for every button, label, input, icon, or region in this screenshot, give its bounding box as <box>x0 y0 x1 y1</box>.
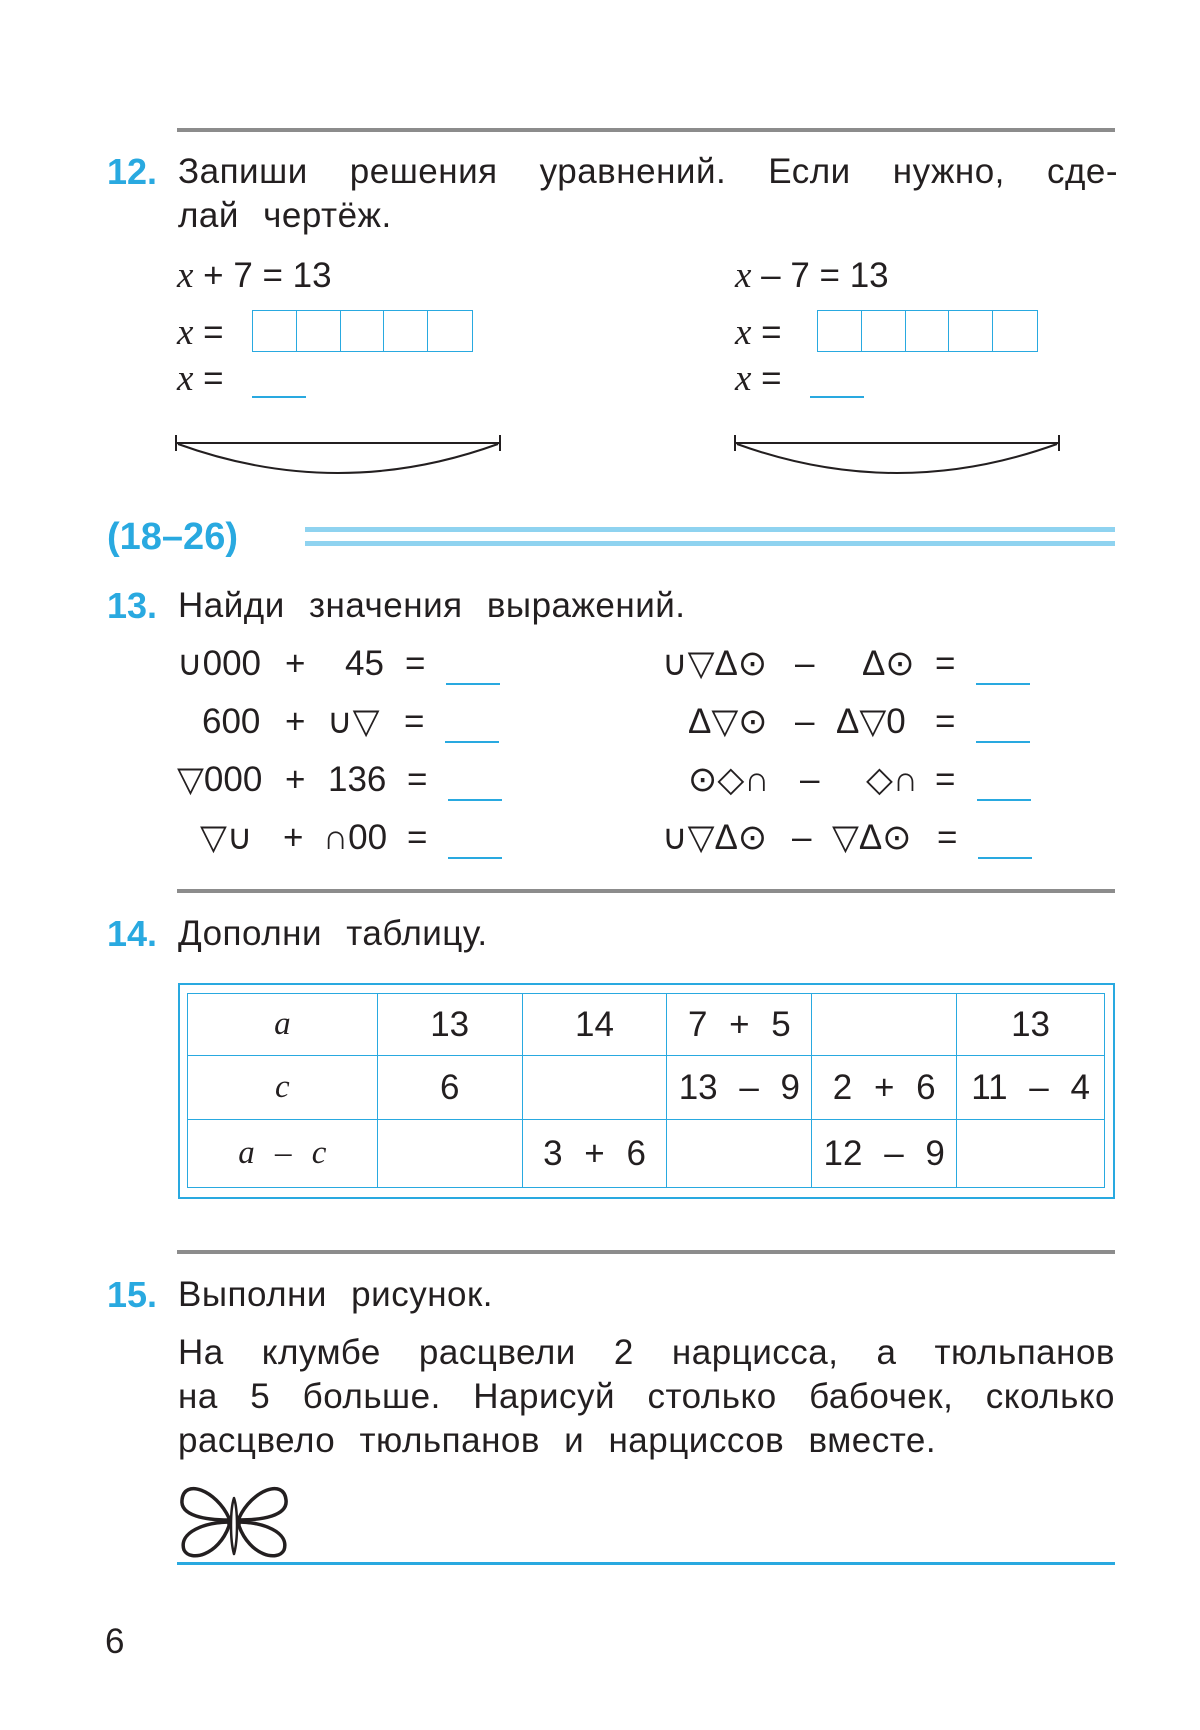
divider <box>177 1250 1115 1254</box>
equation-right-step1: x = <box>735 312 782 353</box>
expr-right-4-b: ▽Δ⊙ <box>832 818 912 857</box>
expr-left-1-a: ∪000 <box>177 644 262 683</box>
table-cell: 14 <box>522 994 667 1056</box>
expr-right-1-eq: = <box>935 644 956 683</box>
table-cell: 6 <box>377 1056 522 1120</box>
expr-left-4-op: + <box>283 818 304 857</box>
task-12-number: 12. <box>107 151 158 192</box>
divider <box>177 889 1115 893</box>
equation-right: x – 7 = 13 <box>735 255 889 296</box>
page-number: 6 <box>105 1622 125 1661</box>
butterfly-icon <box>176 1480 292 1562</box>
expr-left-2-op: + <box>285 702 306 741</box>
expr-left-4-b: ∩00 <box>323 818 388 857</box>
expr-right-2-op: – <box>795 702 815 741</box>
answer-blank[interactable] <box>976 741 1030 743</box>
expr-right-2-a: Δ▽⊙ <box>688 702 768 741</box>
top-divider <box>177 128 1115 132</box>
answer-cells-right[interactable] <box>817 310 1038 352</box>
answer-blank[interactable] <box>978 857 1032 859</box>
expr-left-3-b: 136 <box>328 760 387 799</box>
task-12-text-line1: Запиши решения уравнений. Если нужно, сде- <box>178 152 1118 191</box>
task-15-story-line3: расцвело тюльпанов и нарциссов вместе. <box>178 1421 937 1460</box>
task-12-text-line2: лай чертёж. <box>178 196 392 235</box>
table-cell-empty[interactable] <box>522 1056 667 1120</box>
expr-right-3-a: ⊙◇∩ <box>688 760 770 799</box>
expr-right-4-op: – <box>792 818 812 857</box>
expr-right-3-op: – <box>800 760 820 799</box>
equation-left: x + 7 = 13 <box>177 255 332 296</box>
expr-left-1-eq: = <box>405 644 426 683</box>
expr-right-4-eq: = <box>937 818 958 857</box>
table-cell: c <box>188 1056 378 1120</box>
equation-left-step1: x = <box>177 312 224 353</box>
section-label: (18–26) <box>107 516 238 558</box>
expr-right-1-a: ∪▽Δ⊙ <box>662 644 768 683</box>
table-cell-empty[interactable] <box>667 1120 812 1188</box>
answer-blank[interactable] <box>976 683 1030 685</box>
table-cell: 3 + 6 <box>522 1120 667 1188</box>
fill-table <box>187 993 1105 1188</box>
table-cell-empty[interactable] <box>812 994 957 1056</box>
task-15-number: 15. <box>107 1274 158 1315</box>
expr-left-1-op: + <box>285 644 306 683</box>
task-15-story-line1: На клумбе расцвели 2 нарцисса, а тюльпанов <box>178 1333 1115 1372</box>
expr-left-3-a: ▽000 <box>177 760 263 799</box>
expr-right-4-a: ∪▽Δ⊙ <box>662 818 768 857</box>
drawing-baseline <box>177 1562 1115 1565</box>
task-15-story-line2: на 5 больше. Нарисуй столько бабочек, сколько <box>178 1377 1115 1416</box>
table-cell: 2 + 6 <box>812 1056 957 1120</box>
segment-diagram-right[interactable] <box>729 430 1069 485</box>
expr-right-2-b: Δ▽0 <box>836 702 906 741</box>
answer-blank-right[interactable] <box>810 396 864 398</box>
expr-right-3-b: ◇∩ <box>866 760 919 799</box>
segment-diagram-left[interactable] <box>170 430 510 485</box>
task-13-number: 13. <box>107 585 158 626</box>
expr-right-1-b: Δ⊙ <box>862 644 915 683</box>
section-bar-top <box>305 527 1115 532</box>
section-bar-bottom <box>305 541 1115 546</box>
expr-left-3-eq: = <box>407 760 428 799</box>
task-14-number: 14. <box>107 913 158 954</box>
answer-blank[interactable] <box>446 683 500 685</box>
table-cell: 13 <box>957 994 1105 1056</box>
equation-right-step2: x = <box>735 358 782 399</box>
answer-blank[interactable] <box>977 799 1031 801</box>
answer-blank[interactable] <box>445 741 499 743</box>
expr-left-1-b: 45 <box>345 644 384 683</box>
expr-left-2-eq: = <box>404 702 425 741</box>
expr-left-2-b: ∪▽ <box>327 702 380 741</box>
table-cell: 13 <box>377 994 522 1056</box>
table-cell: a <box>188 994 378 1056</box>
table-cell: 7 + 5 <box>667 994 812 1056</box>
answer-cells-left[interactable] <box>252 310 473 352</box>
expr-left-4-a: ▽∪ <box>200 818 253 857</box>
task-13-text: Найди значения выражений. <box>178 586 686 625</box>
expr-right-1-op: – <box>795 644 815 683</box>
expr-right-2-eq: = <box>935 702 956 741</box>
table-cell: 12 – 9 <box>812 1120 957 1188</box>
answer-blank[interactable] <box>448 799 502 801</box>
table-cell: 11 – 4 <box>957 1056 1105 1120</box>
table-cell: 13 – 9 <box>667 1056 812 1120</box>
table-cell: a – c <box>188 1120 378 1188</box>
table-cell-empty[interactable] <box>957 1120 1105 1188</box>
table-cell-empty[interactable] <box>377 1120 522 1188</box>
answer-blank[interactable] <box>448 857 502 859</box>
expr-right-3-eq: = <box>935 760 956 799</box>
task-14-text: Дополни таблицу. <box>178 914 488 953</box>
expr-left-2-a: 600 <box>202 702 261 741</box>
expr-left-3-op: + <box>285 760 306 799</box>
answer-blank-left[interactable] <box>252 396 306 398</box>
task-15-text: Выполни рисунок. <box>178 1275 494 1314</box>
equation-left-step2: x = <box>177 358 224 399</box>
expr-left-4-eq: = <box>407 818 428 857</box>
